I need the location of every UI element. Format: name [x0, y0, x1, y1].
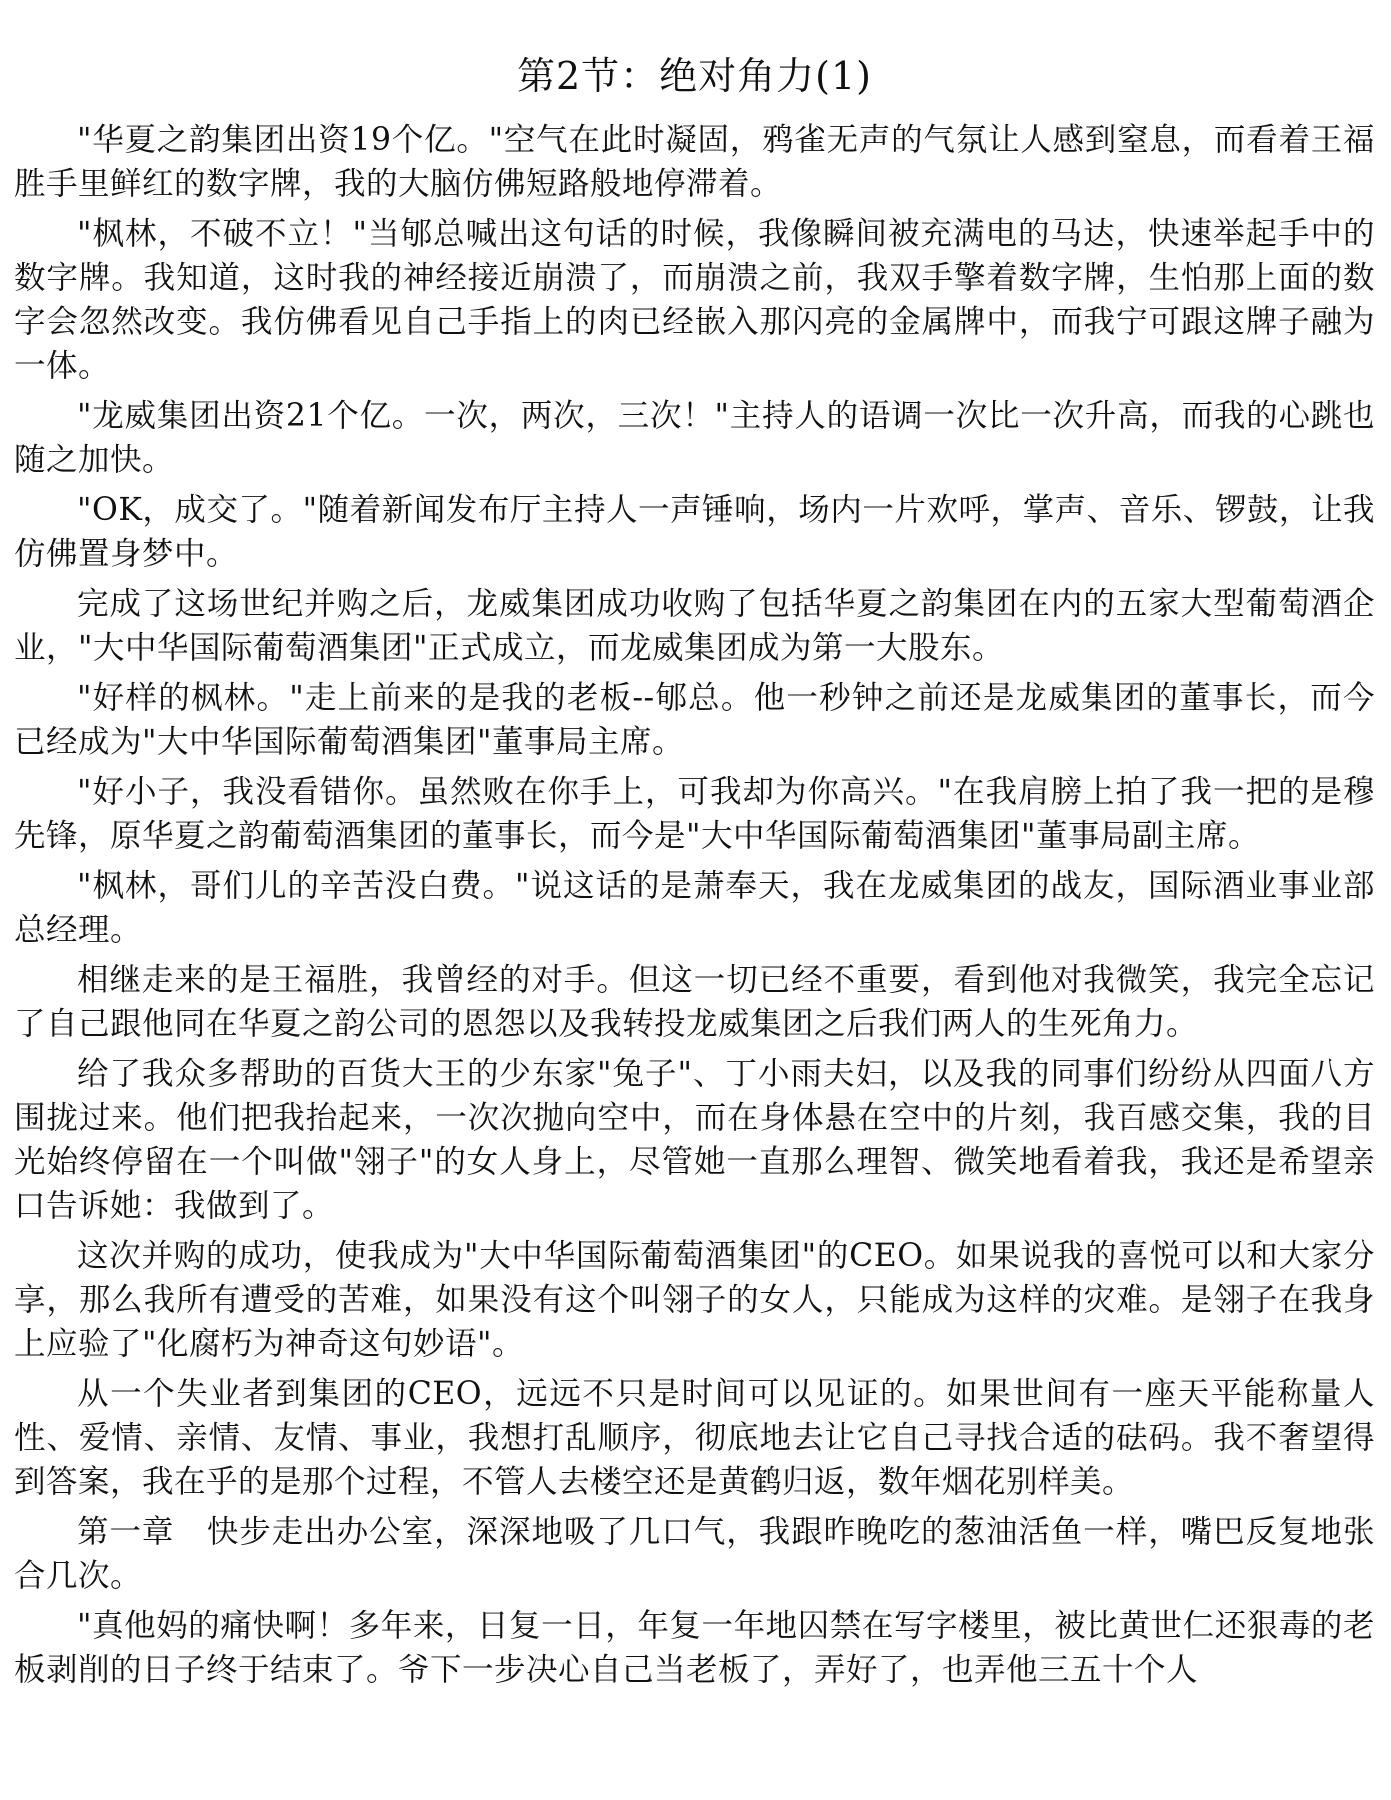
- paragraph-6: "好样的枫林。"走上前来的是我的老板--郇总。他一秒钟之前还是龙威集团的董事长，而今已经成为"大中华国际葡萄酒集团"董事局主席。: [14, 680, 1375, 760]
- paragraph-12: 从一个失业者到集团的CEO，远远不只是时间可以见证的。如果世间有一座天平能称量人性、爱情、亲情、友情、事业，我想打乱顺序，彻底地去让它自己寻找合适的砝码。我不奢望得到答案，我在乎的是那个过程，不管人去楼空还是黄鹤归返，数年烟花别样美。: [14, 1376, 1375, 1500]
- paragraph-7: "好小子，我没看错你。虽然败在你手上，可我却为你高兴。"在我肩膀上拍了我一把的是穆先锋，原华夏之韵葡萄酒集团的董事长，而今是"大中华国际葡萄酒集团"董事局副主席。: [14, 774, 1375, 854]
- paragraph-13: 第一章 快步走出办公室，深深地吸了几口气，我跟昨晚吃的葱油活鱼一样，嘴巴反复地张合几次。: [14, 1514, 1375, 1594]
- paragraph-2: "枫林，不破不立！"当郇总喊出这句话的时候，我像瞬间被充满电的马达，快速举起手中的数字牌。我知道，这时我的神经接近崩溃了，而崩溃之前，我双手擎着数字牌，生怕那上面的数字会忽然改变。我仿佛看见自己手指上的肉已经嵌入那闪亮的金属牌中，而我宁可跟这牌子融为一体。: [14, 216, 1375, 384]
- paragraph-5: 完成了这场世纪并购之后，龙威集团成功收购了包括华夏之韵集团在内的五家大型葡萄酒企业，"大中华国际葡萄酒集团"正式成立，而龙威集团成为第一大股东。: [14, 586, 1375, 666]
- paragraph-3: "龙威集团出资21个亿。一次，两次，三次！"主持人的语调一次比一次升高，而我的心跳也随之加快。: [14, 398, 1375, 478]
- paragraph-11: 这次并购的成功，使我成为"大中华国际葡萄酒集团"的CEO。如果说我的喜悦可以和大家分享，那么我所有遭受的苦难，如果没有这个叫翎子的女人，只能成为这样的灾难。是翎子在我身上应验了"化腐朽为神奇这句妙语"。: [14, 1238, 1375, 1362]
- paragraph-4: "OK，成交了。"随着新闻发布厅主持人一声锤响，场内一片欢呼，掌声、音乐、锣鼓，让我仿佛置身梦中。: [14, 492, 1375, 572]
- paragraph-1: "华夏之韵集团出资19个亿。"空气在此时凝固，鸦雀无声的气氛让人感到窒息，而看着王福胜手里鲜红的数字牌，我的大脑仿佛短路般地停滞着。: [14, 122, 1375, 202]
- paragraph-9: 相继走来的是王福胜，我曾经的对手。但这一切已经不重要，看到他对我微笑，我完全忘记了自己跟他同在华夏之韵公司的恩怨以及我转投龙威集团之后我们两人的生死角力。: [14, 962, 1375, 1042]
- paragraph-8: "枫林，哥们儿的辛苦没白费。"说这话的是萧奉天，我在龙威集团的战友，国际酒业事业部总经理。: [14, 868, 1375, 948]
- chapter-title: 第2节：绝对角力(1): [516, 54, 872, 98]
- paragraph-14: "真他妈的痛快啊！多年来，日复一日，年复一年地囚禁在写字楼里，被比黄世仁还狠毒的老板剥削的日子终于结束了。爷下一步决心自己当老板了，弄好了，也弄他三五十个人: [14, 1608, 1375, 1688]
- paragraph-10: 给了我众多帮助的百货大王的少东家"兔子"、丁小雨夫妇，以及我的同事们纷纷从四面八方围拢过来。他们把我抬起来，一次次抛向空中，而在身体悬在空中的片刻，我百感交集，我的目光始终停留在一个叫做"翎子"的女人身上，尽管她一直那么理智、微笑地看着我，我还是希望亲口告诉她：我做到了。: [14, 1056, 1375, 1224]
